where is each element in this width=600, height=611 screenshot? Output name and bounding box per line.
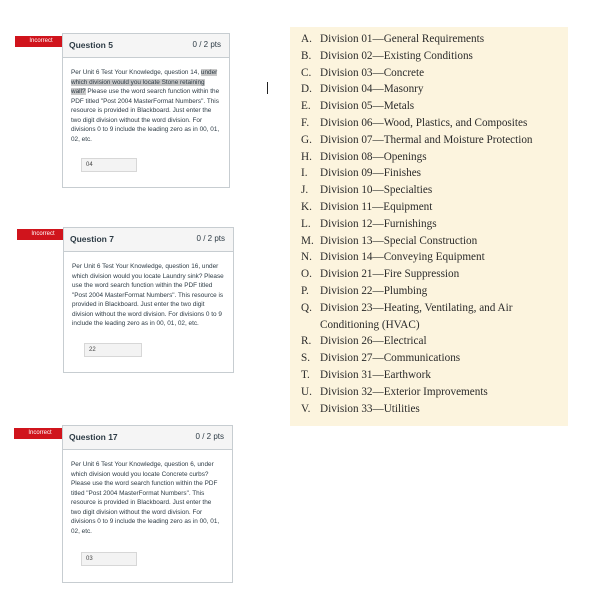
division-item — [290, 31, 568, 48]
answer-field[interactable]: 03 — [81, 552, 137, 566]
division-item — [290, 333, 568, 350]
division-name: Division 13—Special Construction — [320, 234, 478, 247]
question-title: Question 5 — [69, 40, 113, 50]
division-item — [290, 401, 568, 418]
division-name: Division 07—Thermal and Moisture Protection — [320, 133, 533, 146]
division-letter: N. — [301, 251, 312, 264]
division-letter: A. — [301, 33, 312, 45]
question-points: 0 / 2 pts — [196, 234, 225, 243]
division-name: Division 03—Concrete — [320, 66, 425, 79]
division-letter: U. — [301, 385, 312, 398]
question-header — [64, 228, 233, 252]
division-letter: M. — [301, 234, 314, 247]
incorrect-badge: Incorrect — [15, 36, 67, 47]
question-text: Per Unit 6 Test Your Knowledge, question 16, under which division would you locate Laundry sink? Please use the word search function within the PDF titled "Post 2004 MasterFormat Numbers". This resource is provided in Blackboard. Just enter the two digit division without the word division. For divisions 0 to 9 include the leading zero as in 00, 01, 02, etc. — [72, 263, 224, 327]
division-letter: T. — [301, 368, 310, 381]
division-item — [290, 182, 568, 199]
division-name: Division 22—Plumbing — [320, 284, 428, 297]
division-name: Division 33—Utilities — [320, 402, 420, 415]
division-item — [290, 132, 568, 149]
incorrect-badge: Incorrect — [14, 428, 66, 439]
division-name: Division 02—Existing Conditions — [320, 49, 473, 62]
question-card — [62, 425, 233, 583]
division-name: Division 23—Heating, Ventilating, and Air Conditioning (HVAC) — [320, 301, 513, 331]
text-cursor — [267, 82, 268, 94]
division-name: Division 10—Specialties — [320, 184, 433, 197]
division-letter: I. — [301, 167, 308, 180]
division-letter: V. — [301, 402, 311, 415]
division-name: Division 06—Wood, Plastics, and Composites — [320, 116, 528, 129]
division-item — [290, 81, 568, 98]
division-name: Division 32—Exterior Improvements — [320, 385, 488, 398]
division-item — [290, 233, 568, 250]
division-item — [290, 266, 568, 283]
division-item — [290, 48, 568, 65]
division-name: Division 26—Electrical — [320, 335, 427, 348]
division-letter: E. — [301, 100, 311, 113]
division-item — [290, 165, 568, 182]
incorrect-badge: Incorrect — [17, 229, 69, 240]
division-letter: J. — [301, 184, 309, 197]
division-item — [290, 199, 568, 216]
question-title: Question 7 — [70, 234, 114, 244]
division-item — [290, 350, 568, 367]
division-item — [290, 384, 568, 401]
answer-field[interactable]: 04 — [81, 158, 137, 172]
division-item — [290, 216, 568, 233]
division-name: Division 04—Masonry — [320, 83, 424, 96]
question-text-part: Per Unit 6 Test Your Knowledge, question 14, — [71, 69, 201, 76]
division-name: Division 09—Finishes — [320, 167, 422, 180]
question-text: Per Unit 6 Test Your Knowledge, question 6, under which division would you locate Concrete curbs? Please use the word search function within the PDF titled "Post 2004 MasterFormat Numbers". This resource is provided in Blackboard. Just enter the two digit division without the word division. For divisions 0 to 9 include the leading zero as in 00, 01, 02, etc. — [71, 461, 220, 535]
division-list — [290, 27, 568, 426]
division-letter: H. — [301, 150, 312, 163]
answer-field[interactable]: 22 — [84, 343, 142, 357]
question-points: 0 / 2 pts — [192, 40, 221, 49]
division-name: Division 05—Metals — [320, 100, 415, 113]
division-name: Division 14—Conveying Equipment — [320, 251, 485, 264]
division-letter: C. — [301, 66, 312, 79]
question-header — [63, 34, 229, 58]
division-letter: K. — [301, 200, 312, 213]
division-item — [290, 98, 568, 115]
division-letter: O. — [301, 268, 312, 281]
division-letter: F. — [301, 116, 310, 129]
question-text — [63, 58, 229, 144]
division-name: Division 21—Fire Suppression — [320, 268, 460, 281]
division-letter: B. — [301, 49, 312, 62]
division-item — [290, 300, 568, 334]
division-item — [290, 249, 568, 266]
question-title: Question 17 — [69, 432, 118, 442]
division-item — [290, 367, 568, 384]
division-letter: S. — [301, 352, 311, 365]
question-points: 0 / 2 pts — [195, 432, 224, 441]
division-letter: Q. — [301, 301, 312, 314]
division-item — [290, 283, 568, 300]
division-name: Division 11—Equipment — [320, 200, 433, 213]
question-text-part: Please use the word search function within the PDF titled "Post 2004 MasterFormat Numbers". This resource is provided in Blackboard. Just enter the two digit division without the word division. For divisions 0 to 9 include the leading zero as in 00, 01, 02, etc. — [71, 88, 220, 143]
division-item — [290, 115, 568, 132]
division-letter: G. — [301, 133, 312, 146]
highlighted-text: under which division would you locate Stone retaining wall? — [71, 69, 218, 95]
division-letter: D. — [301, 83, 312, 96]
division-name: Division 12—Furnishings — [320, 217, 437, 230]
division-item — [290, 149, 568, 166]
division-letter: R. — [301, 335, 312, 348]
division-name: Division 08—Openings — [320, 150, 427, 163]
division-name: Division 01—General Requirements — [320, 33, 485, 45]
division-letter: P. — [301, 284, 309, 297]
division-name: Division 27—Communications — [320, 352, 461, 365]
division-name: Division 31—Earthwork — [320, 368, 431, 381]
question-card — [62, 33, 230, 188]
question-header — [63, 426, 232, 450]
division-letter: L. — [301, 217, 311, 230]
division-item — [290, 65, 568, 82]
question-card — [63, 227, 234, 373]
